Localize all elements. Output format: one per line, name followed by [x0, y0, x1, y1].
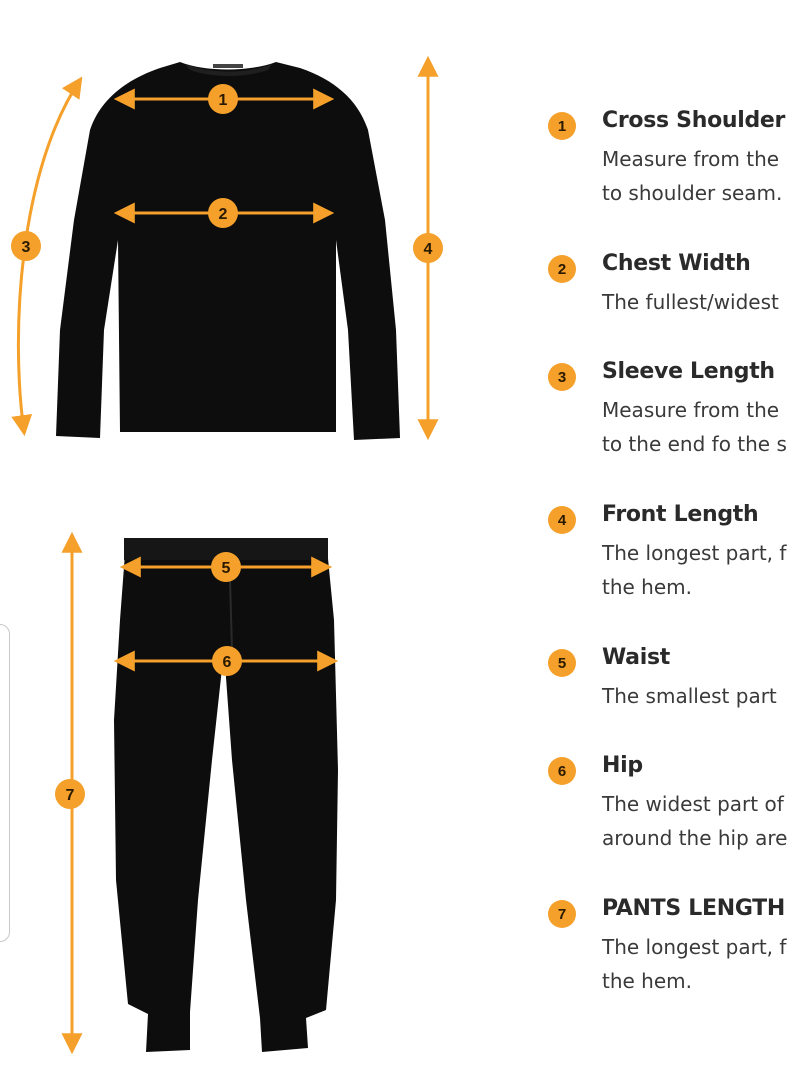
legend-desc	[602, 536, 786, 604]
legend-title: Chest Width	[602, 251, 751, 276]
legend-desc	[602, 393, 787, 461]
legend-desc-line: to the end fo the s	[602, 432, 787, 456]
svg-text:5: 5	[221, 560, 231, 577]
legend-desc	[602, 142, 782, 210]
legend-title: Front Length	[602, 502, 759, 527]
legend-desc-line: around the hip are	[602, 826, 788, 850]
legend-desc-line: Measure from the	[602, 398, 780, 422]
legend-badge: 3	[548, 363, 576, 391]
legend-desc-line: to shoulder seam.	[602, 181, 783, 205]
svg-text:3: 3	[21, 239, 31, 256]
svg-text:1: 1	[218, 92, 228, 109]
legend-badge: 7	[548, 900, 576, 928]
sweater-icon	[56, 62, 400, 440]
marker-3	[11, 231, 41, 261]
svg-text:7: 7	[65, 787, 75, 804]
legend-desc	[602, 285, 779, 319]
marker-2	[208, 198, 238, 228]
legend-desc	[602, 679, 777, 713]
legend-desc-line: the hem.	[602, 575, 692, 599]
legend-title: Cross Shoulder	[602, 108, 786, 133]
svg-text:6: 6	[222, 654, 232, 671]
legend-badge: 1	[548, 112, 576, 140]
marker-1	[208, 84, 238, 114]
legend-title: Hip	[602, 753, 643, 778]
pants-icon	[114, 538, 338, 1052]
legend-desc-line: The widest part of	[602, 792, 784, 816]
legend-badge: 5	[548, 649, 576, 677]
legend-desc-line: The fullest/widest	[602, 290, 779, 314]
legend-title: PANTS LENGTH	[602, 896, 786, 921]
svg-text:4: 4	[423, 241, 433, 258]
svg-text:2: 2	[218, 206, 228, 223]
marker-6	[212, 646, 242, 676]
legend-desc	[602, 787, 788, 855]
legend-desc-line: the hem.	[602, 969, 692, 993]
legend-title: Waist	[602, 645, 670, 670]
legend-badge: 6	[548, 757, 576, 785]
legend-desc-line: Measure from the	[602, 147, 780, 171]
legend-badge: 4	[548, 506, 576, 534]
legend-desc-line: The longest part, f	[602, 541, 787, 565]
legend-badge: 2	[548, 255, 576, 283]
legend-title: Sleeve Length	[602, 359, 775, 384]
marker-7	[55, 779, 85, 809]
legend-desc-line: The smallest part	[602, 684, 777, 708]
legend-desc	[602, 930, 786, 998]
legend-desc-line: The longest part, f	[602, 935, 787, 959]
marker-5	[211, 552, 241, 582]
marker-4	[413, 233, 443, 263]
